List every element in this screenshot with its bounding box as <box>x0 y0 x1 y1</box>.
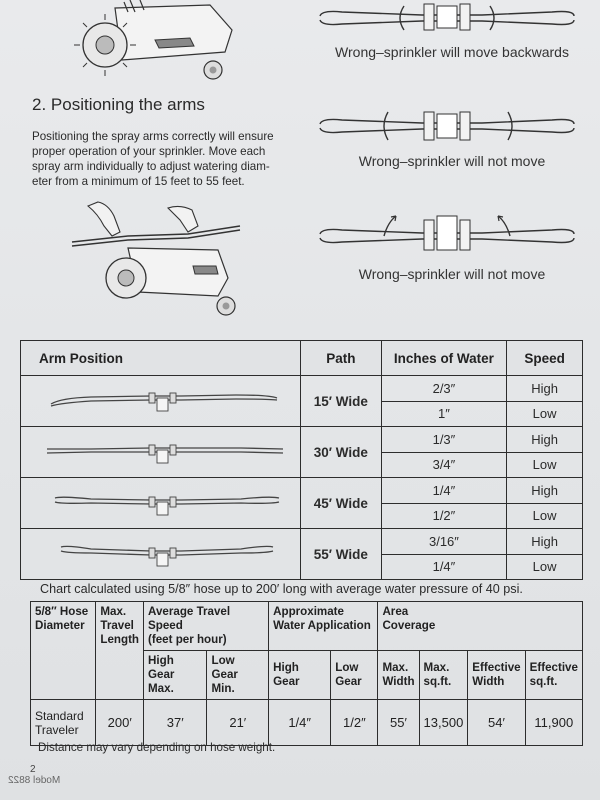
header-water-application: Approximate Water Application <box>269 602 378 651</box>
spec-table <box>30 601 583 746</box>
speed-cell: Low <box>507 452 583 478</box>
table-row <box>21 376 583 402</box>
speed-cell: High <box>507 376 583 402</box>
table-row <box>31 700 583 746</box>
speed-cell: High <box>507 478 583 504</box>
para-line: Positioning the spray arms correctly will ensure <box>32 130 274 143</box>
header-max-length: Max. Travel Length <box>96 602 144 700</box>
arm-diagram-not-move-2 <box>312 210 582 256</box>
hands-adjusting-illustration <box>68 196 248 324</box>
table-row <box>21 427 583 453</box>
value-high-speed: 37′ <box>144 700 207 746</box>
sprinkler-illustration-top <box>60 0 250 85</box>
speed-cell: Low <box>507 503 583 529</box>
table-row <box>21 529 583 555</box>
arm-shape-55 <box>21 529 301 580</box>
caption-wrong-not-move-2: Wrong–sprinkler will not move <box>358 266 546 282</box>
inches-cell: 3/4″ <box>381 452 507 478</box>
inches-cell: 1/4″ <box>381 478 507 504</box>
sub-effective-width: Effective Width <box>468 651 525 700</box>
arm-diagram-not-move-1 <box>312 104 582 150</box>
path-cell: 15′ Wide <box>300 376 381 427</box>
caption-wrong-backwards: Wrong–sprinkler will move backwards <box>335 44 569 60</box>
table-row <box>21 478 583 504</box>
value-length: 200′ <box>96 700 144 746</box>
sub-max-sqft: Max. sq.ft. <box>419 651 468 700</box>
header-arm-position: Arm Position <box>21 341 301 376</box>
value-effective-width: 54′ <box>468 700 525 746</box>
caption-wrong-not-move-1: Wrong–sprinkler will not move <box>358 153 546 169</box>
inches-cell: 1/4″ <box>381 554 507 580</box>
inches-cell: 2/3″ <box>381 376 507 402</box>
path-cell: 55′ Wide <box>300 529 381 580</box>
sub-effective-sqft: Effective sq.ft. <box>525 651 582 700</box>
inches-cell: 3/16″ <box>381 529 507 555</box>
inches-cell: 1″ <box>381 401 507 427</box>
inches-cell: 1/2″ <box>381 503 507 529</box>
header-inches: Inches of Water <box>381 341 507 376</box>
footer-note: Distance may vary depending on hose weight. <box>38 741 276 754</box>
arm-position-table <box>20 340 583 580</box>
value-high-water: 1/4″ <box>269 700 331 746</box>
path-cell: 45′ Wide <box>300 478 381 529</box>
sub-high-gear: High Gear <box>269 651 331 700</box>
path-cell: 30′ Wide <box>300 427 381 478</box>
header-path: Path <box>300 341 381 376</box>
sub-low-gear: Low Gear <box>331 651 378 700</box>
para-line: spray arm individually to adjust watering diam- <box>32 160 270 173</box>
header-travel-speed: Average Travel Speed (feet per hour) <box>144 602 269 651</box>
value-max-width: 55′ <box>378 700 419 746</box>
speed-cell: Low <box>507 401 583 427</box>
row-name: Standard Traveler <box>31 700 96 746</box>
header-area-coverage: Area Coverage <box>378 602 583 651</box>
chart-note: Chart calculated using 5/8″ hose up to 200′ long with average water pressure of 40 psi. <box>40 582 523 596</box>
header-hose-diameter: 5/8″ Hose Diameter <box>31 602 96 700</box>
value-low-water: 1/2″ <box>331 700 378 746</box>
para-line: eter from a minimum of 15 feet to 55 feet. <box>32 175 245 188</box>
model-text-mirrored: Model 8822 <box>8 775 61 786</box>
header-speed: Speed <box>507 341 583 376</box>
sub-max-width: Max. Width <box>378 651 419 700</box>
speed-cell: Low <box>507 554 583 580</box>
sub-low-gear-min: Low Gear Min. <box>207 651 269 700</box>
speed-cell: High <box>507 427 583 453</box>
section-title: 2. Positioning the arms <box>32 95 205 114</box>
inches-cell: 1/3″ <box>381 427 507 453</box>
value-effective-sqft: 11,900 <box>525 700 582 746</box>
arm-diagram-backwards <box>312 0 582 40</box>
speed-cell: High <box>507 529 583 555</box>
para-line: proper operation of your sprinkler. Move each <box>32 145 266 158</box>
arm-shape-45 <box>21 478 301 529</box>
value-max-sqft: 13,500 <box>419 700 468 746</box>
sub-high-gear-max: High Gear Max. <box>144 651 207 700</box>
page-number: 2 <box>30 764 36 775</box>
arm-shape-15 <box>21 376 301 427</box>
value-low-speed: 21′ <box>207 700 269 746</box>
arm-shape-30 <box>21 427 301 478</box>
section-paragraph <box>32 129 302 189</box>
